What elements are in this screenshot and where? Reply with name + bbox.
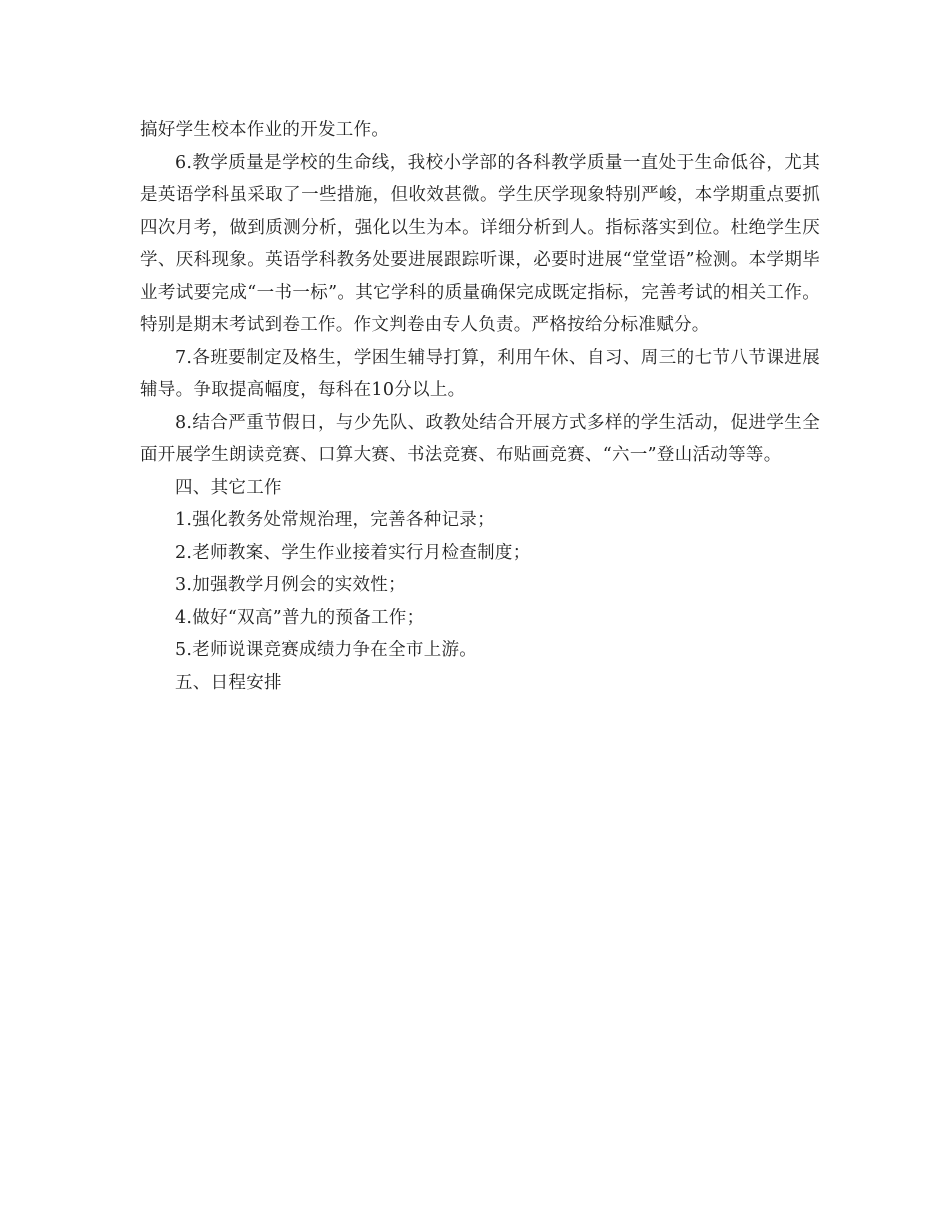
section-heading-other-work: 四、其它工作 xyxy=(175,477,282,498)
list-item-2: 2.老师教案、学生作业接着实行月检查制度； xyxy=(175,542,531,563)
list-item-1: 1.强化教务处常规治理，完善各种记录； xyxy=(175,510,495,530)
list-item-3: 3.加强教学月例会的实效性； xyxy=(175,575,406,595)
paragraph-item-8-student-activities: 8.结合严重节假日，与少先队、政教处结合开展方式多样的学生活动，促进学生全面开展学生朗读竞赛、口算大赛、书法竞赛、布贴画竞赛、“六一”登山活动等等。 xyxy=(140,412,820,465)
paragraph-item-7-tutoring: 7.各班要制定及格生，学困生辅导打算，利用午休、自习、周三的七节八节课进展辅导。争取提高幅度，每科在10分以上。 xyxy=(140,347,820,400)
list-item-4: 4.做好“双高”普九的预备工作； xyxy=(175,607,425,628)
paragraph-item-6-teaching-quality: 6.教学质量是学校的生命线，我校小学部的各科教学质量一直处于生命低谷，尤其是英语学科虽采取了一些措施，但收效甚微。学生厌学现象特别严峻，本学期重点要抓四次月考，做到质测分析，强化以生为本。详细分析到人。指标落实到位。杜绝学生厌学、厌科现象。英语学科教务处要进展跟踪听课，必要时进展“堂堂语”检测。本学期毕业考试要完成“一书一标”。其它学科的质量确保完成既定指标，完善考试的相关工作。特别是期末考试到卷工作。作文判卷由专人负责。严格按给分标准赋分。 xyxy=(140,152,820,335)
section-heading-schedule: 五、日程安排 xyxy=(175,672,282,693)
document-body xyxy=(140,114,820,699)
paragraph-continuation: 搞好学生校本作业的开发工作。 xyxy=(140,120,390,140)
list-item-5: 5.老师说课竞赛成绩力争在全市上游。 xyxy=(175,640,478,660)
